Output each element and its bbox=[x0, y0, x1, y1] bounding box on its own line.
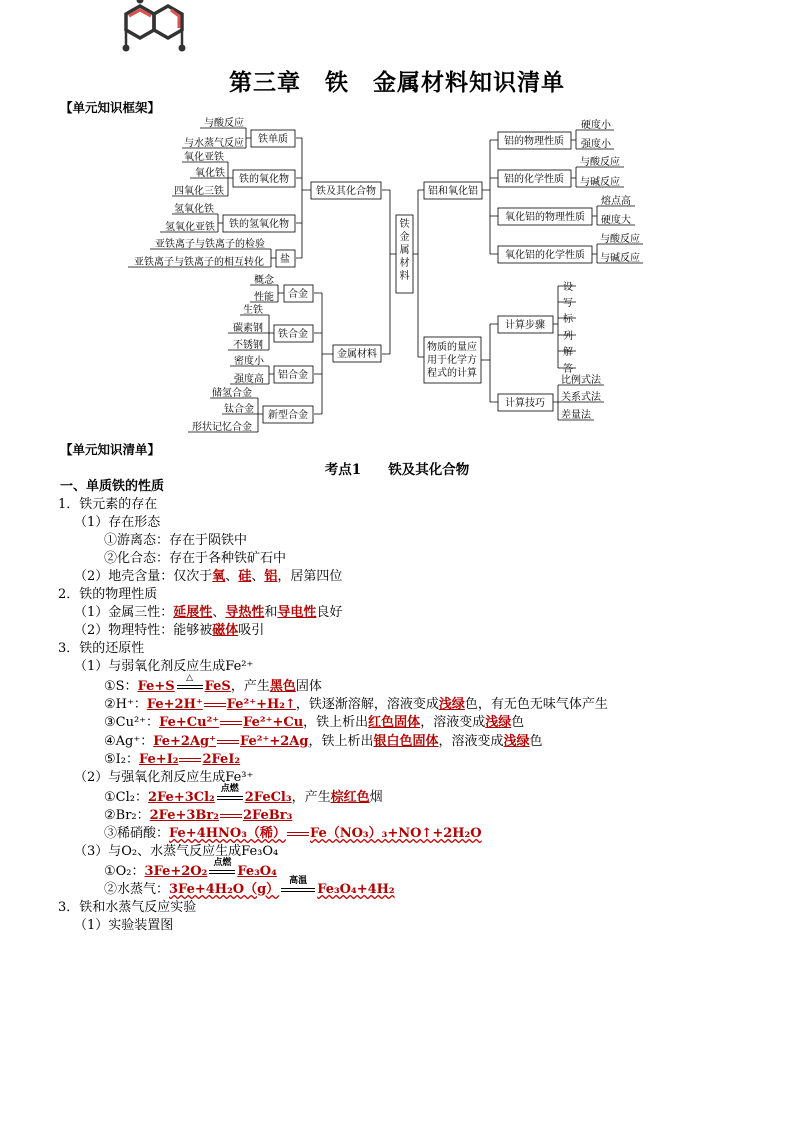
line-combined-state: ②化合态：存在于各种铁矿石中 bbox=[104, 551, 287, 566]
reaction-br2: ②Br₂：2Fe+3Br₂ 2FeBr₃ bbox=[104, 808, 293, 823]
mindmap-leaf: 强度高 bbox=[234, 374, 264, 385]
kp1-title: 考点1 铁及其化合物 bbox=[324, 462, 470, 478]
mindmap-center-char: 材 bbox=[399, 258, 410, 269]
mindmap-leaf: 答 bbox=[563, 364, 573, 375]
page-title: 第三章 铁 金属材料知识清单 bbox=[229, 70, 565, 96]
framework-tag: 【单元知识框架】 bbox=[60, 100, 161, 115]
mindmap-metal-group-3: 铝合金 bbox=[278, 370, 308, 381]
mindmap-leaf: 氢氧化亚铁 bbox=[165, 222, 215, 233]
mindmap-leaf: 亚铁离子与铁离子的相互转化 bbox=[134, 257, 264, 268]
mindmap-iron-group-1: 铁单质 bbox=[258, 134, 288, 145]
mindmap-leaf: 熔点高 bbox=[601, 196, 631, 207]
section-1: 1．铁元素的存在 bbox=[58, 497, 158, 512]
mindmap-al-group-4: 氧化铝的化学性质 bbox=[505, 250, 585, 261]
mindmap-leaf: 碳素钢 bbox=[233, 323, 263, 334]
mindmap-leaf: 写 bbox=[563, 298, 573, 309]
mindmap-leaf: 硬度小 bbox=[581, 120, 611, 131]
list-tag: 【单元知识清单】 bbox=[60, 442, 161, 457]
mindmap-leaf: 形状记忆合金 bbox=[192, 422, 252, 433]
reaction-o2: ①O₂：3Fe+2O₂ 点燃 Fe₃O₄ bbox=[104, 858, 277, 879]
mindmap-center-char: 料 bbox=[399, 271, 410, 282]
mindmap-leaf: 与酸反应 bbox=[580, 157, 620, 168]
mindmap-leaf: 四氧化三铁 bbox=[174, 186, 224, 197]
mindmap-leaf: 标 bbox=[563, 314, 573, 325]
mindmap-leaf: 与酸反应 bbox=[600, 234, 640, 245]
mindmap-metal-group-1: 合金 bbox=[288, 289, 308, 300]
mindmap-al-group-2: 铝的化学性质 bbox=[504, 174, 564, 185]
mindmap-iron-group-4: 盐 bbox=[280, 254, 290, 265]
mindmap-leaf: 比例式法 bbox=[561, 375, 601, 386]
section-4-1: （1）实验装置图 bbox=[74, 918, 174, 933]
mindmap-leaf: 性能 bbox=[254, 292, 274, 303]
mindmap-leaf: 钛合金 bbox=[224, 404, 254, 415]
section-3: 3．铁的还原性 bbox=[58, 641, 145, 656]
reaction-h: ②H⁺：Fe+2H⁺ Fe²⁺+H₂↑，铁逐渐溶解，溶液变成浅绿色，有无色无味气体产生 bbox=[104, 697, 608, 712]
mindmap-root-calc-1: 物质的量应 bbox=[427, 342, 477, 353]
mindmap-al-group-1: 铝的物理性质 bbox=[504, 136, 564, 147]
mindmap-leaf: 密度小 bbox=[234, 356, 264, 367]
mindmap-calc-skills: 计算技巧 bbox=[505, 398, 545, 409]
line-metal-properties: （1）金属三性：延展性、导热性和导电性良好 bbox=[74, 605, 343, 620]
reaction-i2: ⑤I₂：Fe+I₂ 2FeI₂ bbox=[104, 752, 241, 767]
mindmap-root-al: 铝和氧化铝 bbox=[428, 186, 478, 197]
mindmap-root-metal: 金属材料 bbox=[337, 349, 377, 360]
mindmap-leaf: 与水蒸气反应 bbox=[184, 138, 244, 149]
mindmap-leaf: 关系式法 bbox=[561, 392, 601, 403]
mindmap-leaf: 概念 bbox=[254, 275, 274, 286]
mindmap-leaf: 氧化铁 bbox=[195, 168, 225, 179]
mindmap-leaf: 与碱反应 bbox=[580, 177, 620, 188]
mindmap-iron-group-2: 铁的氧化物 bbox=[239, 174, 289, 185]
mindmap-leaf: 设 bbox=[563, 282, 573, 293]
line-crust-content: （2）地壳含量：仅次于氧、硅、铝，居第四位 bbox=[74, 569, 343, 584]
section-3-3: （3）与O₂、水蒸气反应生成Fe₃O₄ bbox=[74, 844, 279, 859]
line-free-state: ①游离态：存在于陨铁中 bbox=[104, 533, 248, 548]
reaction-cl2: ①Cl₂：2Fe+3Cl₂ 点燃 2FeCl₃，产生棕红色烟 bbox=[104, 784, 383, 805]
mindmap-metal-group-4: 新型合金 bbox=[268, 410, 308, 421]
section-4: 3．铁和水蒸气反应实验 bbox=[58, 900, 197, 915]
mindmap-leaf: 不锈钢 bbox=[233, 340, 263, 351]
mindmap-leaf: 氧化亚铁 bbox=[184, 152, 224, 163]
mindmap-root-calc-2: 用于化学方 bbox=[427, 355, 477, 366]
mindmap-al-group-3: 氧化铝的物理性质 bbox=[505, 212, 585, 223]
mindmap-center-char: 铁 bbox=[399, 219, 410, 230]
mindmap-leaf: 硬度大 bbox=[601, 215, 631, 226]
mindmap-leaf: 差量法 bbox=[561, 410, 591, 421]
reaction-s: ①S：Fe+S △ FeS，产生黑色固体 bbox=[104, 673, 322, 694]
section-1-1: （1）存在形态 bbox=[74, 515, 161, 530]
reaction-hno3: ③稀硝酸：Fe+4HNO₃（稀） Fe（NO₃）₃+NO↑+2H₂O bbox=[104, 826, 482, 841]
mindmap-leaf: 解 bbox=[563, 347, 573, 358]
mindmap-center-char: 属 bbox=[399, 245, 410, 256]
mindmap-leaf: 氢氧化铁 bbox=[174, 204, 214, 215]
mindmap-leaf: 亚铁离子与铁离子的检验 bbox=[155, 239, 265, 250]
section-3-1: （1）与弱氧化剂反应生成Fe²⁺ bbox=[74, 659, 254, 674]
knowledge-mindmap bbox=[0, 0, 794, 440]
mindmap-leaf: 强度小 bbox=[581, 139, 611, 150]
section-3-2: （2）与强氧化剂反应生成Fe³⁺ bbox=[74, 770, 254, 785]
mindmap-metal-group-2: 铁合金 bbox=[278, 329, 308, 340]
mindmap-center-label bbox=[400, 217, 410, 282]
mindmap-leaf: 生铁 bbox=[243, 305, 263, 316]
mindmap-root-calc-3: 程式的计算 bbox=[427, 368, 477, 379]
mindmap-calc-steps: 计算步骤 bbox=[505, 320, 545, 331]
heading-1: 一、单质铁的性质 bbox=[60, 479, 165, 494]
mindmap-root-iron: 铁及其化合物 bbox=[316, 186, 376, 197]
mindmap-leaf: 与酸反应 bbox=[204, 118, 244, 129]
section-2: 2．铁的物理性质 bbox=[58, 587, 158, 602]
mindmap-leaf: 与碱反应 bbox=[600, 253, 640, 264]
mindmap-iron-group-3: 铁的氢氧化物 bbox=[229, 219, 289, 230]
line-magnetic: （2）物理特性：能够被磁体吸引 bbox=[74, 623, 265, 638]
reaction-steam: ②水蒸气：3Fe+4H₂O（g） 高温 Fe₃O₄+4H₂ bbox=[104, 876, 395, 897]
mindmap-leaf: 储氢合金 bbox=[212, 388, 252, 399]
reaction-ag: ④Ag⁺：Fe+2Ag⁺ Fe²⁺+2Ag，铁上析出银白色固体，溶液变成浅绿色 bbox=[104, 734, 543, 749]
mindmap-leaf: 列 bbox=[563, 331, 573, 342]
mindmap-center-char: 金 bbox=[399, 232, 410, 243]
reaction-cu: ③Cu²⁺：Fe+Cu²⁺ Fe²⁺+Cu，铁上析出红色固体，溶液变成浅绿色 bbox=[104, 715, 525, 730]
